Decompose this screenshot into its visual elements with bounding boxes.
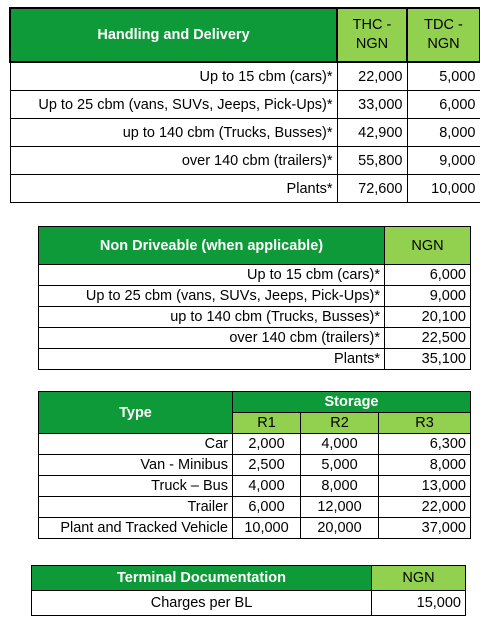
table-row — [39, 455, 471, 476]
row-label: Trailer — [39, 497, 233, 518]
r3-value: 8,000 — [379, 455, 471, 476]
row-label: Charges per BL — [32, 591, 372, 616]
handling-delivery-table — [9, 7, 480, 203]
thc-value: 72,600 — [337, 175, 407, 203]
row-label: up to 140 cbm (Trucks, Busses)* — [10, 119, 337, 147]
table-row — [10, 91, 480, 119]
table-row — [10, 175, 480, 203]
table-header-row — [10, 8, 480, 62]
table-row — [39, 328, 471, 349]
ngn-value: 15,000 — [372, 591, 466, 616]
tdc-value: 9,000 — [407, 147, 480, 175]
non-driveable-title: Non Driveable (when applicable) — [39, 227, 385, 265]
storage-title: Storage — [233, 392, 471, 413]
row-label: Plants* — [10, 175, 337, 203]
table-row — [32, 591, 466, 616]
tdc-value: 10,000 — [407, 175, 480, 203]
table-row — [39, 286, 471, 307]
row-label: Up to 25 cbm (vans, SUVs, Jeeps, Pick-Ups)* — [10, 91, 337, 119]
row-label: Plant and Tracked Vehicle — [39, 518, 233, 539]
row-label: Up to 15 cbm (cars)* — [39, 265, 385, 286]
row-label: Up to 15 cbm (cars)* — [10, 62, 337, 91]
row-label: over 140 cbm (trailers)* — [10, 147, 337, 175]
r2-value: 4,000 — [301, 434, 379, 455]
table-row — [10, 147, 480, 175]
table-row — [10, 62, 480, 91]
r3-value: 6,300 — [379, 434, 471, 455]
r2-header: R2 — [301, 413, 379, 434]
non-driveable-table — [38, 226, 471, 370]
row-label: up to 140 cbm (Trucks, Busses)* — [39, 307, 385, 328]
table-header-row — [39, 227, 471, 265]
type-header: Type — [39, 392, 233, 434]
r1-value: 4,000 — [233, 476, 301, 497]
storage-table — [38, 391, 471, 539]
thc-value: 42,900 — [337, 119, 407, 147]
thc-value: 33,000 — [337, 91, 407, 119]
tdc-header: TDC - NGN — [407, 8, 480, 62]
terminal-documentation-table — [31, 565, 466, 616]
ngn-header: NGN — [372, 566, 466, 591]
ngn-value: 20,100 — [385, 307, 471, 328]
ngn-header: NGN — [385, 227, 471, 265]
table-row — [39, 434, 471, 455]
r2-value: 8,000 — [301, 476, 379, 497]
r2-value: 12,000 — [301, 497, 379, 518]
handling-title: Handling and Delivery — [10, 8, 337, 62]
tdc-value: 6,000 — [407, 91, 480, 119]
r3-value: 13,000 — [379, 476, 471, 497]
thc-value: 55,800 — [337, 147, 407, 175]
r1-value: 6,000 — [233, 497, 301, 518]
row-label: Car — [39, 434, 233, 455]
r3-value: 37,000 — [379, 518, 471, 539]
r2-value: 20,000 — [301, 518, 379, 539]
ngn-value: 6,000 — [385, 265, 471, 286]
row-label: Up to 25 cbm (vans, SUVs, Jeeps, Pick-Ups)* — [39, 286, 385, 307]
table-header-row — [39, 392, 471, 413]
r1-value: 10,000 — [233, 518, 301, 539]
table-header-row — [32, 566, 466, 591]
thc-value: 22,000 — [337, 62, 407, 91]
tdc-value: 5,000 — [407, 62, 480, 91]
table-row — [10, 119, 480, 147]
ngn-value: 22,500 — [385, 328, 471, 349]
r3-value: 22,000 — [379, 497, 471, 518]
terminal-title: Terminal Documentation — [32, 566, 372, 591]
r1-value: 2,500 — [233, 455, 301, 476]
r1-value: 2,000 — [233, 434, 301, 455]
thc-header: THC - NGN — [337, 8, 407, 62]
r2-value: 5,000 — [301, 455, 379, 476]
table-row — [39, 476, 471, 497]
row-label: Van - Minibus — [39, 455, 233, 476]
table-row — [39, 518, 471, 539]
ngn-value: 35,100 — [385, 349, 471, 370]
ngn-value: 9,000 — [385, 286, 471, 307]
r1-header: R1 — [233, 413, 301, 434]
row-label: Plants* — [39, 349, 385, 370]
table-row — [39, 497, 471, 518]
table-row — [39, 307, 471, 328]
table-row — [39, 349, 471, 370]
tdc-value: 8,000 — [407, 119, 480, 147]
r3-header: R3 — [379, 413, 471, 434]
row-label: Truck – Bus — [39, 476, 233, 497]
table-row — [39, 265, 471, 286]
row-label: over 140 cbm (trailers)* — [39, 328, 385, 349]
